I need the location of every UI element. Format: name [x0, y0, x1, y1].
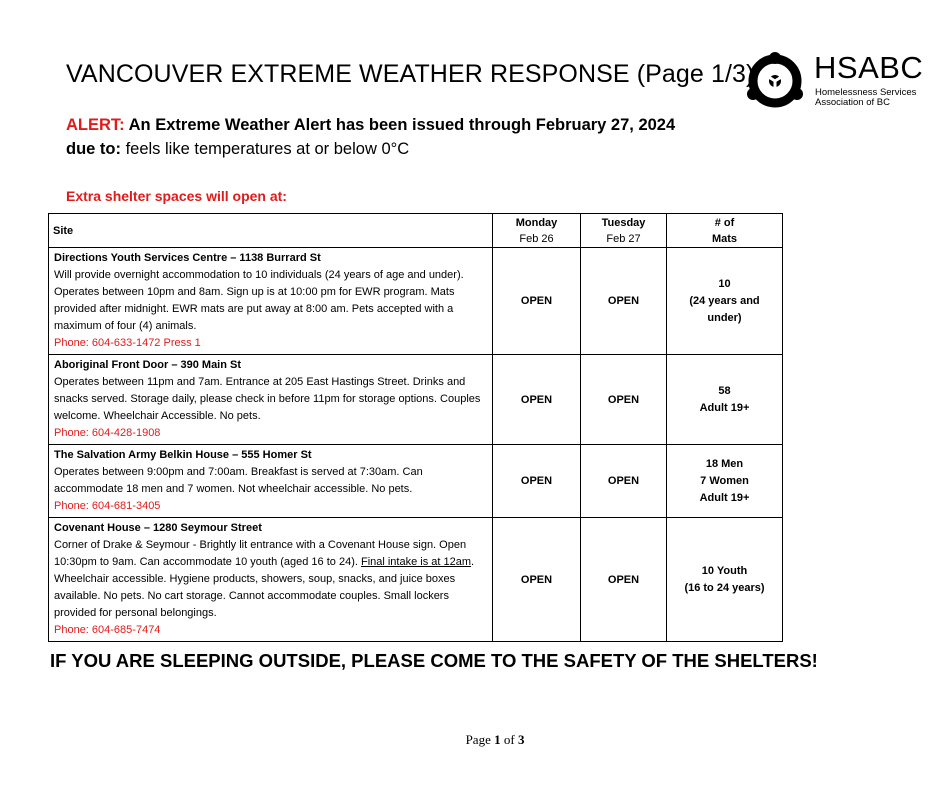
site-name: Aboriginal Front Door – 390 Main St [54, 359, 242, 371]
site-name: The Salvation Army Belkin House – 555 Homer St [54, 449, 312, 461]
due-text: feels like temperatures at or below 0°C [121, 140, 410, 158]
site-cell [49, 445, 493, 518]
mats-line: 18 Men [705, 457, 744, 470]
mats-line: Adult 19+ [699, 491, 750, 504]
site-phone: Phone: 604-685-7474 [54, 624, 161, 636]
header-monday-day: Monday [515, 216, 558, 229]
header-monday-date: Feb 26 [519, 232, 554, 245]
header-monday [493, 214, 581, 248]
site-cell [49, 518, 493, 642]
site-cell [49, 248, 493, 355]
mats-cell [667, 445, 783, 518]
mats-line: 7 Women [700, 474, 749, 487]
mats-line: 58 [718, 384, 731, 397]
mats-line: (16 to 24 years) [684, 581, 765, 594]
tuesday-status: OPEN [581, 355, 667, 445]
hsabc-emblem-icon [744, 52, 806, 110]
alert-text: An Extreme Weather Alert has been issued through February 27, 2024 [124, 116, 676, 134]
site-description-part: . Wheelchair accessible. Hygiene products, showers, soup, snacks, and juice boxes available. No pets. No cart storage. Cannot accommodate couples. Small lockers provided for personal belongings. [54, 556, 475, 619]
site-description-part: Corner of Drake & Seymour - Brightly lit entrance with a Covenant House sign. Open 10:30pm to 9am. Can accommodate 10 youth (aged 16 to 24). [54, 539, 467, 568]
alert-reason [66, 140, 409, 159]
mats-line: (24 years and [689, 294, 760, 307]
alert-line [66, 116, 675, 135]
table-row [49, 248, 783, 355]
site-name: Covenant House – 1280 Seymour Street [54, 522, 262, 534]
page-number [0, 732, 940, 748]
logo-subtitle-line2: Association of BC [815, 97, 890, 108]
final-intake-note: Final intake is at 12am [360, 556, 472, 568]
header-site: Site [49, 214, 493, 248]
logo-subtitle [815, 88, 916, 108]
header-mats-line2: Mats [711, 232, 738, 245]
logo-subtitle-line1: Homelessness Services [815, 87, 917, 98]
header-tuesday-day: Tuesday [601, 216, 646, 229]
mats-line: Adult 19+ [699, 401, 750, 414]
mats-line: 10 Youth [701, 564, 748, 577]
tuesday-status: OPEN [581, 518, 667, 642]
site-name: Directions Youth Services Centre – 1138 Burrard St [54, 252, 321, 264]
header-tuesday-date: Feb 27 [606, 232, 641, 245]
monday-status: OPEN [493, 518, 581, 642]
site-phone: Phone: 604-681-3405 [54, 500, 161, 512]
extra-spaces-heading: Extra shelter spaces will open at: [66, 188, 287, 204]
mats-cell [667, 518, 783, 642]
table-row [49, 445, 783, 518]
shelter-table [48, 213, 783, 642]
header-mats-line1: # of [714, 216, 735, 229]
site-phone: Phone: 604-633-1472 Press 1 [54, 337, 201, 349]
mats-cell [667, 248, 783, 355]
page-title: VANCOUVER EXTREME WEATHER RESPONSE (Page 1/3) [66, 60, 755, 88]
monday-status: OPEN [493, 248, 581, 355]
site-cell [49, 355, 493, 445]
mats-line: 10 [718, 277, 731, 290]
page-total: 3 [517, 732, 525, 747]
safety-message: IF YOU ARE SLEEPING OUTSIDE, PLEASE COME TO THE SAFETY OF THE SHELTERS! [50, 650, 818, 671]
mats-cell [667, 355, 783, 445]
mats-line: under) [707, 311, 742, 324]
table-row [49, 355, 783, 445]
table-row [49, 518, 783, 642]
table-header-row [49, 214, 783, 248]
logo-name: HSABC [814, 50, 924, 85]
page-current: 1 [494, 732, 501, 747]
monday-status: OPEN [493, 355, 581, 445]
monday-status: OPEN [493, 445, 581, 518]
site-description: Will provide overnight accommodation to 10 individuals (24 years of age and under). Operates between 10pm and 8am. Sign up is at 10:00 pm for EWR program. Mats provided after midnight. EWR mats are put away at 8:00 am. Pets accepted with a maximum of four (4) animals. [54, 269, 464, 332]
page-of: of [500, 732, 518, 747]
header-mats [667, 214, 783, 248]
due-label: due to: [66, 140, 121, 158]
hsabc-logo [744, 50, 924, 110]
tuesday-status: OPEN [581, 445, 667, 518]
alert-label: ALERT: [66, 116, 125, 134]
page-prefix: Page [465, 732, 495, 747]
site-description [54, 537, 488, 622]
header-tuesday [581, 214, 667, 248]
site-phone: Phone: 604-428-1908 [54, 427, 161, 439]
tuesday-status: OPEN [581, 248, 667, 355]
site-description: Operates between 11pm and 7am. Entrance at 205 East Hastings Street. Drinks and snacks served. Storage daily, please check in before 11pm for storage options. Couples welcome. Wheelchair Accessible. No pets. [54, 376, 481, 422]
site-description: Operates between 9:00pm and 7:00am. Breakfast is served at 7:30am. Can accommodate 18 men and 7 women. Not wheelchair accessible. No pets. [54, 466, 423, 495]
